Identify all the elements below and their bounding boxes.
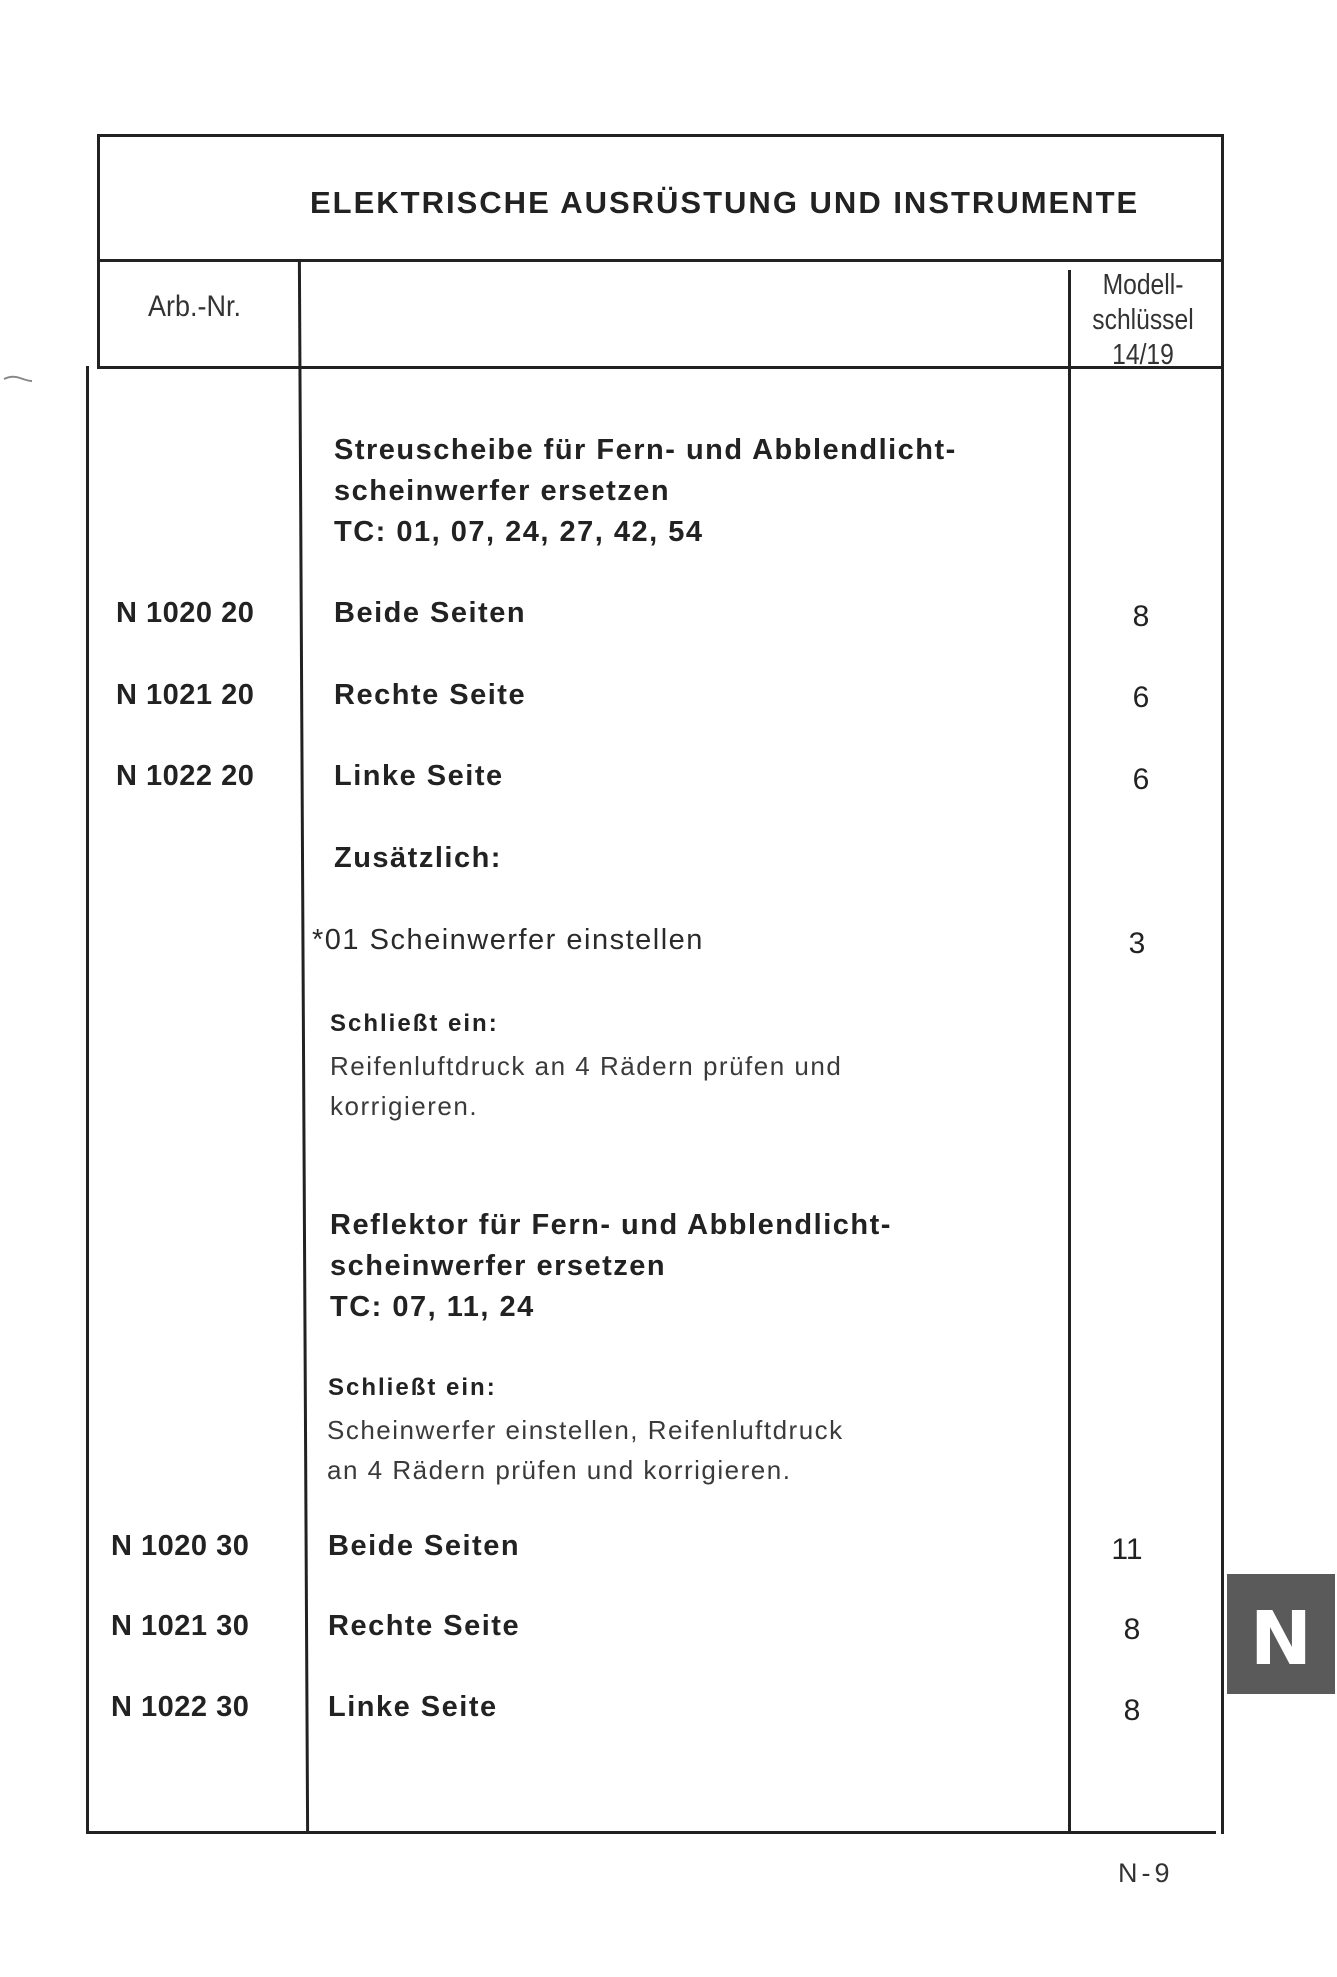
arb-column-divider — [298, 259, 309, 1834]
arb-nr-n102030: N 1020 30 — [111, 1530, 250, 1562]
desc-rechte-seite-2: Rechte Seite — [328, 1610, 521, 1642]
modell-header-line2: schlüssel — [1092, 304, 1194, 336]
section1-includes-label: Schließt ein: — [330, 1010, 499, 1037]
section1-includes-line2: korrigieren. — [330, 1091, 479, 1121]
modell-header-line1: Modell- — [1102, 269, 1184, 301]
frame-top-border — [97, 134, 1224, 137]
section2-heading-line2: scheinwerfer ersetzen — [330, 1250, 667, 1282]
section2-heading-line1: Reflektor für Fern- und Abblendlicht- — [330, 1209, 892, 1241]
value-n102230: 8 — [1123, 1694, 1141, 1727]
section2-includes-text — [327, 1410, 844, 1490]
desc-linke-seite-2: Linke Seite — [328, 1691, 498, 1723]
section2-heading — [330, 1205, 892, 1328]
section1-includes-line1: Reifenluftdruck an 4 Rädern prüfen und — [330, 1051, 843, 1081]
value-n102220: 6 — [1132, 763, 1150, 796]
section1-heading-line2: scheinwerfer ersetzen — [334, 475, 671, 507]
section1-includes-text — [330, 1046, 842, 1126]
frame-right-border — [1221, 134, 1224, 1834]
column-header-modellschluessel — [1079, 268, 1207, 373]
desc-beide-seiten-2: Beide Seiten — [328, 1530, 521, 1562]
section2-tc-codes: TC: 07, 11, 24 — [330, 1291, 535, 1323]
section1-heading — [334, 430, 957, 553]
value-n102020: 8 — [1132, 600, 1150, 633]
frame-left-border — [97, 134, 100, 368]
value-n102030: 11 — [1111, 1533, 1143, 1566]
value-n102120: 6 — [1132, 681, 1150, 714]
arb-nr-n102120: N 1021 20 — [116, 679, 255, 711]
header-bottom-border — [97, 366, 1224, 369]
arb-nr-n102130: N 1021 30 — [111, 1610, 250, 1642]
arb-nr-n102020: N 1020 20 — [116, 597, 255, 629]
section1-tc-codes: TC: 01, 07, 24, 27, 42, 54 — [334, 516, 704, 548]
section-tab-letter: N — [1250, 1596, 1312, 1682]
additional-item-scheinwerfer: *01 Scheinwerfer einstellen — [312, 924, 704, 956]
section2-includes-label: Schließt ein: — [328, 1374, 497, 1401]
value-scheinwerfer-einstellen: 3 — [1128, 927, 1146, 960]
desc-rechte-seite-1: Rechte Seite — [334, 679, 527, 711]
frame-bottom-border — [86, 1831, 1216, 1834]
title-bottom-border — [97, 259, 1224, 262]
desc-beide-seiten-1: Beide Seiten — [334, 597, 527, 629]
section2-includes-line1: Scheinwerfer einstellen, Reifenluftdruck — [327, 1415, 844, 1445]
column-header-arb-nr: Arb.-Nr. — [148, 290, 242, 323]
scan-smudge — [2, 370, 34, 380]
section2-includes-line2: an 4 Rädern prüfen und korrigieren. — [327, 1455, 792, 1485]
additional-label: Zusätzlich: — [334, 842, 502, 874]
page-title: ELEKTRISCHE AUSRÜSTUNG UND INSTRUMENTE — [310, 185, 1140, 220]
frame-left-border-lower — [86, 366, 89, 1834]
modell-header-line3: 14/19 — [1112, 339, 1174, 371]
page-number: N-9 — [1118, 1858, 1174, 1888]
modell-column-divider — [1068, 270, 1071, 1834]
arb-nr-n102230: N 1022 30 — [111, 1691, 250, 1723]
value-n102130: 8 — [1123, 1613, 1141, 1646]
arb-nr-n102220: N 1022 20 — [116, 760, 255, 792]
section1-heading-line1: Streuscheibe für Fern- und Abblendlicht- — [334, 434, 957, 466]
section-tab-n — [1227, 1574, 1335, 1694]
desc-linke-seite-1: Linke Seite — [334, 760, 504, 792]
